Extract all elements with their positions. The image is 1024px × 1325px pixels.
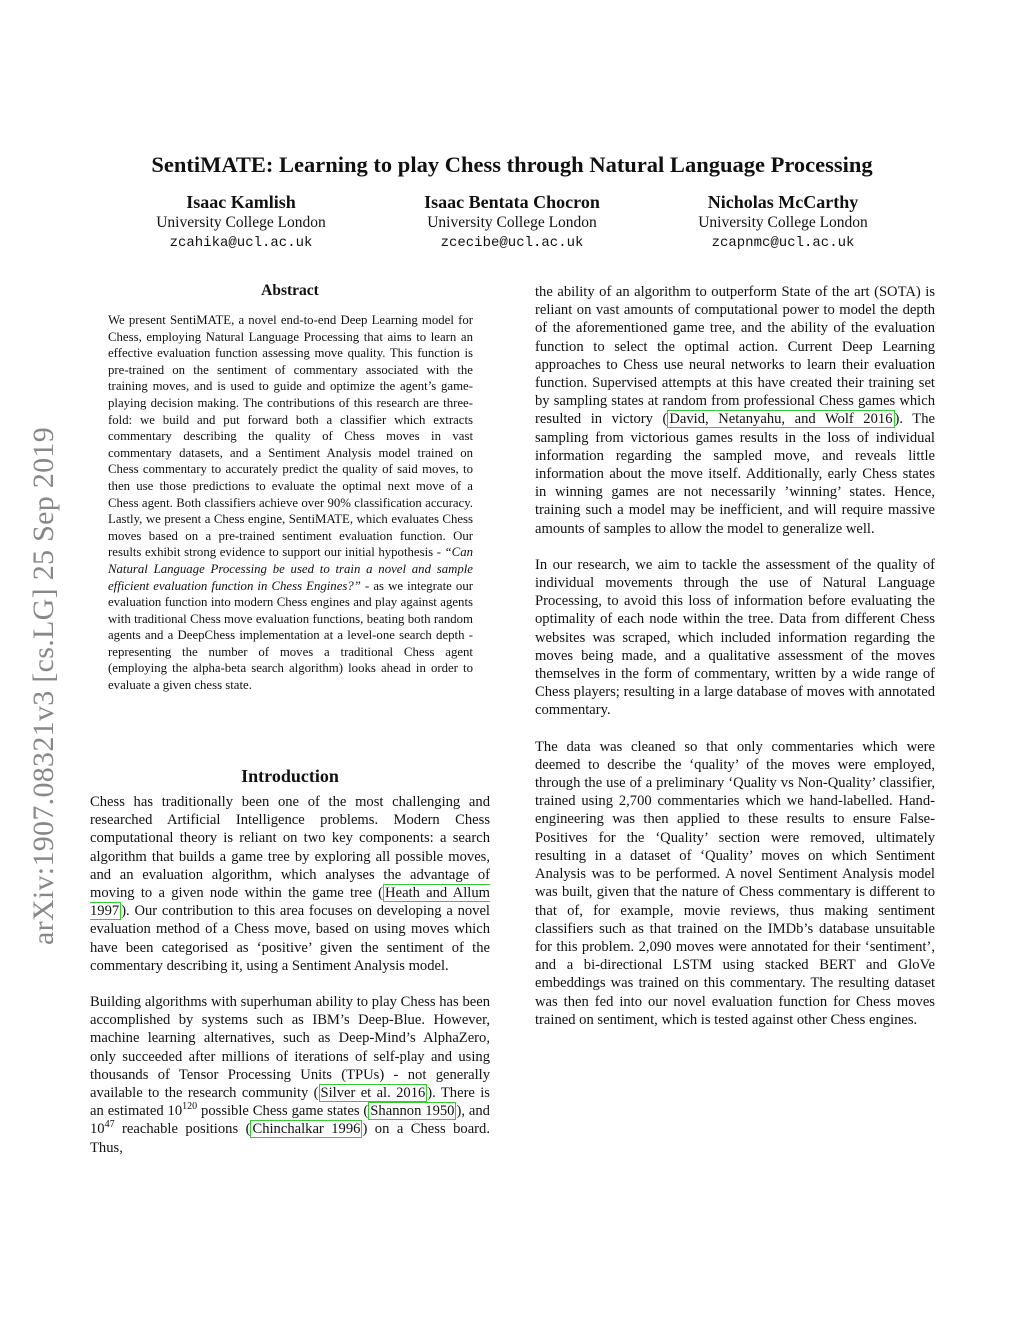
author-affiliation: University College London — [698, 214, 868, 231]
citation-link[interactable]: David, Netanyahu, and Wolf 2016 — [669, 411, 893, 428]
author-email: zcapnmc@ucl.ac.uk — [711, 235, 855, 251]
paragraph: Building algorithms with superhuman ability to play Chess has been accomplished by systems such as IBM’s Deep-Blue. However, machine learning alternatives, such as Deep-Mind’s AlphaZero, only succeeded after millions of iterations of self-play and using thousands of Tensor Processing Units (TPUs) - not generally available to the research community ( Silver et al. 2016 ). There is an estimated $10^{120}$ possible Chess game states ( Shannon 1950 ), and $10^{47}$ reachable positions ( Chinchalkar 1996 ) on a Chess board. Thus, — [90, 994, 490, 1156]
section-heading-introduction: Introduction — [241, 766, 339, 786]
paragraph: The data was cleaned so that only commentaries which were deemed to describe the ‘quality’ of the moves were employed, through the use of a preliminary ‘Quality vs Non-Quality’ classifier, trained using 2,700 commentaries which we hand-labelled. Hand-engineering was then applied to these results to ensure False-Positives for the ‘Quality’ section were removed, ultimately resulting in a dataset of ‘Quality’ moves on which Sentiment Analysis was to be performed. A novel Sentiment Analysis model was built, given that the nature of Chess commentary is different to that of, for example, movie reviews, thus making sentiment classifiers such as that trained on the IMDb’s database unsuitable for this problem. 2,090 moves were annotated for their ‘sentiment’, and a bi-directional LSTM using stacked BERT and GloVe embeddings was trained on this commentary. The resulting dataset was then fed into our novel evaluation function for Chess moves trained on sentiment, which is tested against other Chess engines. — [535, 738, 935, 1028]
arxiv-identifier: arXiv:1907.08321v3 [cs.LG] 25 Sep 2019 — [27, 426, 60, 945]
author-affiliation: University College London — [427, 214, 597, 231]
abstract-text-part: We present SentiMATE, a novel end-to-end Deep Learning model for Chess, employing Natural Language Processing that aims to learn an effective evaluation function assessing move quality. This function is pre-trained on the sentiment of commentary associated with the training moves, and is used to guide and optimize the agent’s game-playing decision making. The contributions of this research are three-fold: we build and put forward both a classifier which extracts commentary describing the quality of Chess moves in vast commentary datasets, and a Sentiment Analysis model trained on Chess commentary to accurately predict the quality of said moves, to then use those predictions to evaluate the optimal next move of a Chess agent. Both classifiers achieve over 90% classification accuracy. Lastly, we present a Chess engine, SentiMATE, which evaluates Chess moves based on a pre-trained sentiment evaluation function. Our results exhibit strong evidence to support our initial hypothesis - — [108, 313, 473, 560]
author-email: zcahika@ucl.ac.uk — [169, 235, 313, 251]
author-block — [362, 191, 662, 253]
paragraph: Chess has traditionally been one of the most challenging and researched Artificial Intelligence problems. Modern Chess computational theory is reliant on two key components: a search algorithm that builds a game tree by exploring all possible moves, and an evaluation algorithm, which analyses the advantage of moving to a given node within the game tree ( Heath and Allum 1997 ). Our contribution to this area focuses on developing a novel evaluation method of a Chess move, based on using moves which have been categorised as ‘positive’ given the sentiment of the commentary describing it, using a Sentiment Analysis model. — [90, 794, 490, 974]
author-block — [91, 191, 391, 253]
citation-link[interactable]: Chinchalkar 1996 — [252, 1121, 361, 1138]
abstract-text-part: - as we integrate our evaluation function into modern Chess engines and play against agents with traditional Chess move evaluation functions, beating both random agents and a DeepChess implementation at a level-one search depth - representing the number of moves a traditional Chess agent (employing the alpha-beta search algorithm) looks ahead in order to evaluate a given chess state. — [108, 578, 473, 693]
paragraph: In our research, we aim to tackle the assessment of the quality of individual movements through the use of Natural Language Processing, to avoid this loss of information before evaluating the optimality of each node within the tree. Data from different Chess websites was scraped, which included information regarding the moves being made, and a qualitative assessment of the moves themselves in the form of commentary, written by a wide range of Chess players; resulting in a large database of moves with annotated commentary. — [535, 556, 935, 719]
author-name: Isaac Bentata Chocron — [424, 192, 600, 212]
author-name: Nicholas McCarthy — [707, 192, 859, 212]
hypothesis-quote: “Can Natural Language Processing be used to train a novel and sample efficient evaluation function in Chess Engines?” — [108, 545, 473, 593]
abstract-heading: Abstract — [261, 282, 319, 299]
author-affiliation: University College London — [156, 214, 326, 231]
citation-link[interactable]: Silver et al. 2016 — [320, 1085, 426, 1102]
author-email: zcecibe@ucl.ac.uk — [440, 235, 584, 251]
left-column — [90, 793, 490, 1175]
author-name: Isaac Kamlish — [186, 192, 296, 212]
citation-link[interactable]: Shannon 1950 — [370, 1103, 455, 1120]
exponent: 47 — [104, 1119, 115, 1131]
paragraph: the ability of an algorithm to outperform State of the art (SOTA) is reliant on vast amounts of computational power to model the depth of the aforementioned game tree, and the ability of the evaluation function to select the optimal action. Current Deep Learning approaches to Chess use neural networks to learn their evaluation function. Supervised attempts at this have created their training set by sampling states at random from professional Chess games which resulted in victory ( David, Netanyahu, and Wolf 2016 ). The sampling from victorious games results in the loss of individual information regarding the sampled move, and reveals little information about the move itself. Additionally, early Chess states in winning games are not necessarily ’winning’ states. Hence, training such a model may be inefficient, and will require massive amounts of samples to allow the model to generalize well. — [535, 284, 935, 537]
abstract-text — [108, 312, 473, 694]
paper-title: SentiMATE: Learning to play Chess through Natural Language Processing — [151, 152, 873, 177]
right-column — [535, 283, 935, 1047]
citation-link[interactable]: Heath and Allum 1997 — [90, 885, 490, 920]
exponent: 120 — [182, 1101, 198, 1113]
author-block — [633, 191, 933, 253]
